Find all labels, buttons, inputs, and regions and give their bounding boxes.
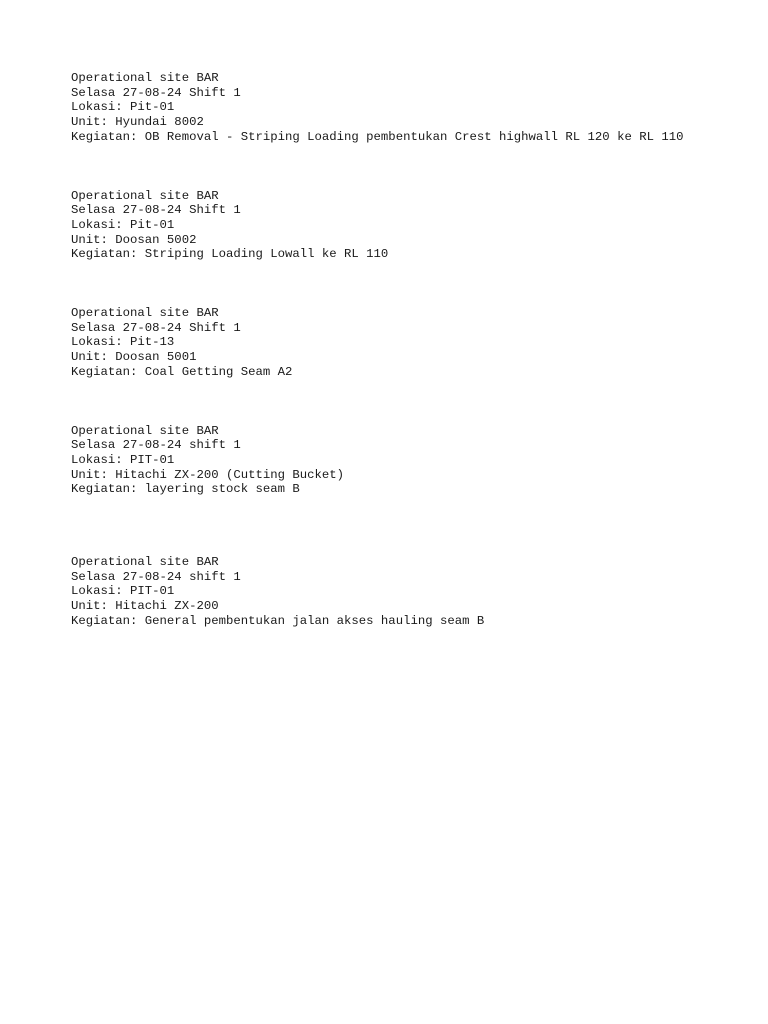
unit-line: Unit: Doosan 5002	[71, 232, 197, 247]
location-line: Lokasi: PIT-01	[71, 452, 175, 467]
site-line: Operational site BAR	[71, 555, 219, 570]
report-entry-4	[71, 424, 751, 498]
date-shift-line: Selasa 27-08-24 shift 1	[71, 569, 241, 584]
date-shift-line: Selasa 27-08-24 Shift 1	[71, 203, 241, 218]
unit-line: Unit: Hitachi ZX-200	[71, 599, 219, 614]
location-line: Lokasi: Pit-01	[71, 100, 175, 115]
unit-line: Unit: Hitachi ZX-200 (Cutting Bucket)	[71, 467, 345, 482]
report-entry-2	[71, 189, 751, 263]
site-line: Operational site BAR	[71, 188, 219, 203]
site-line: Operational site BAR	[71, 306, 219, 321]
report-entry-5	[71, 555, 751, 629]
date-shift-line: Selasa 27-08-24 shift 1	[71, 438, 241, 453]
site-line: Operational site BAR	[71, 423, 219, 438]
date-shift-line: Selasa 27-08-24 Shift 1	[71, 320, 241, 335]
unit-line: Unit: Hyundai 8002	[71, 115, 204, 130]
document-page	[71, 71, 751, 629]
unit-line: Unit: Doosan 5001	[71, 350, 197, 365]
location-line: Lokasi: Pit-13	[71, 335, 175, 350]
location-line: Lokasi: Pit-01	[71, 217, 175, 232]
report-entry-3	[71, 306, 751, 380]
report-entry-1	[71, 71, 751, 145]
location-line: Lokasi: PIT-01	[71, 584, 175, 599]
activity-line: Kegiatan: General pembentukan jalan akses hauling seam B	[71, 613, 485, 628]
activity-line: Kegiatan: Striping Loading Lowall ke RL 110	[71, 247, 389, 262]
activity-line: Kegiatan: OB Removal - Striping Loading pembentukan Crest highwall RL 120 ke RL 110	[71, 129, 684, 144]
activity-line: Kegiatan: Coal Getting Seam A2	[71, 364, 293, 379]
activity-line: Kegiatan: layering stock seam B	[71, 482, 300, 497]
site-line: Operational site BAR	[71, 71, 219, 85]
date-shift-line: Selasa 27-08-24 Shift 1	[71, 85, 241, 100]
